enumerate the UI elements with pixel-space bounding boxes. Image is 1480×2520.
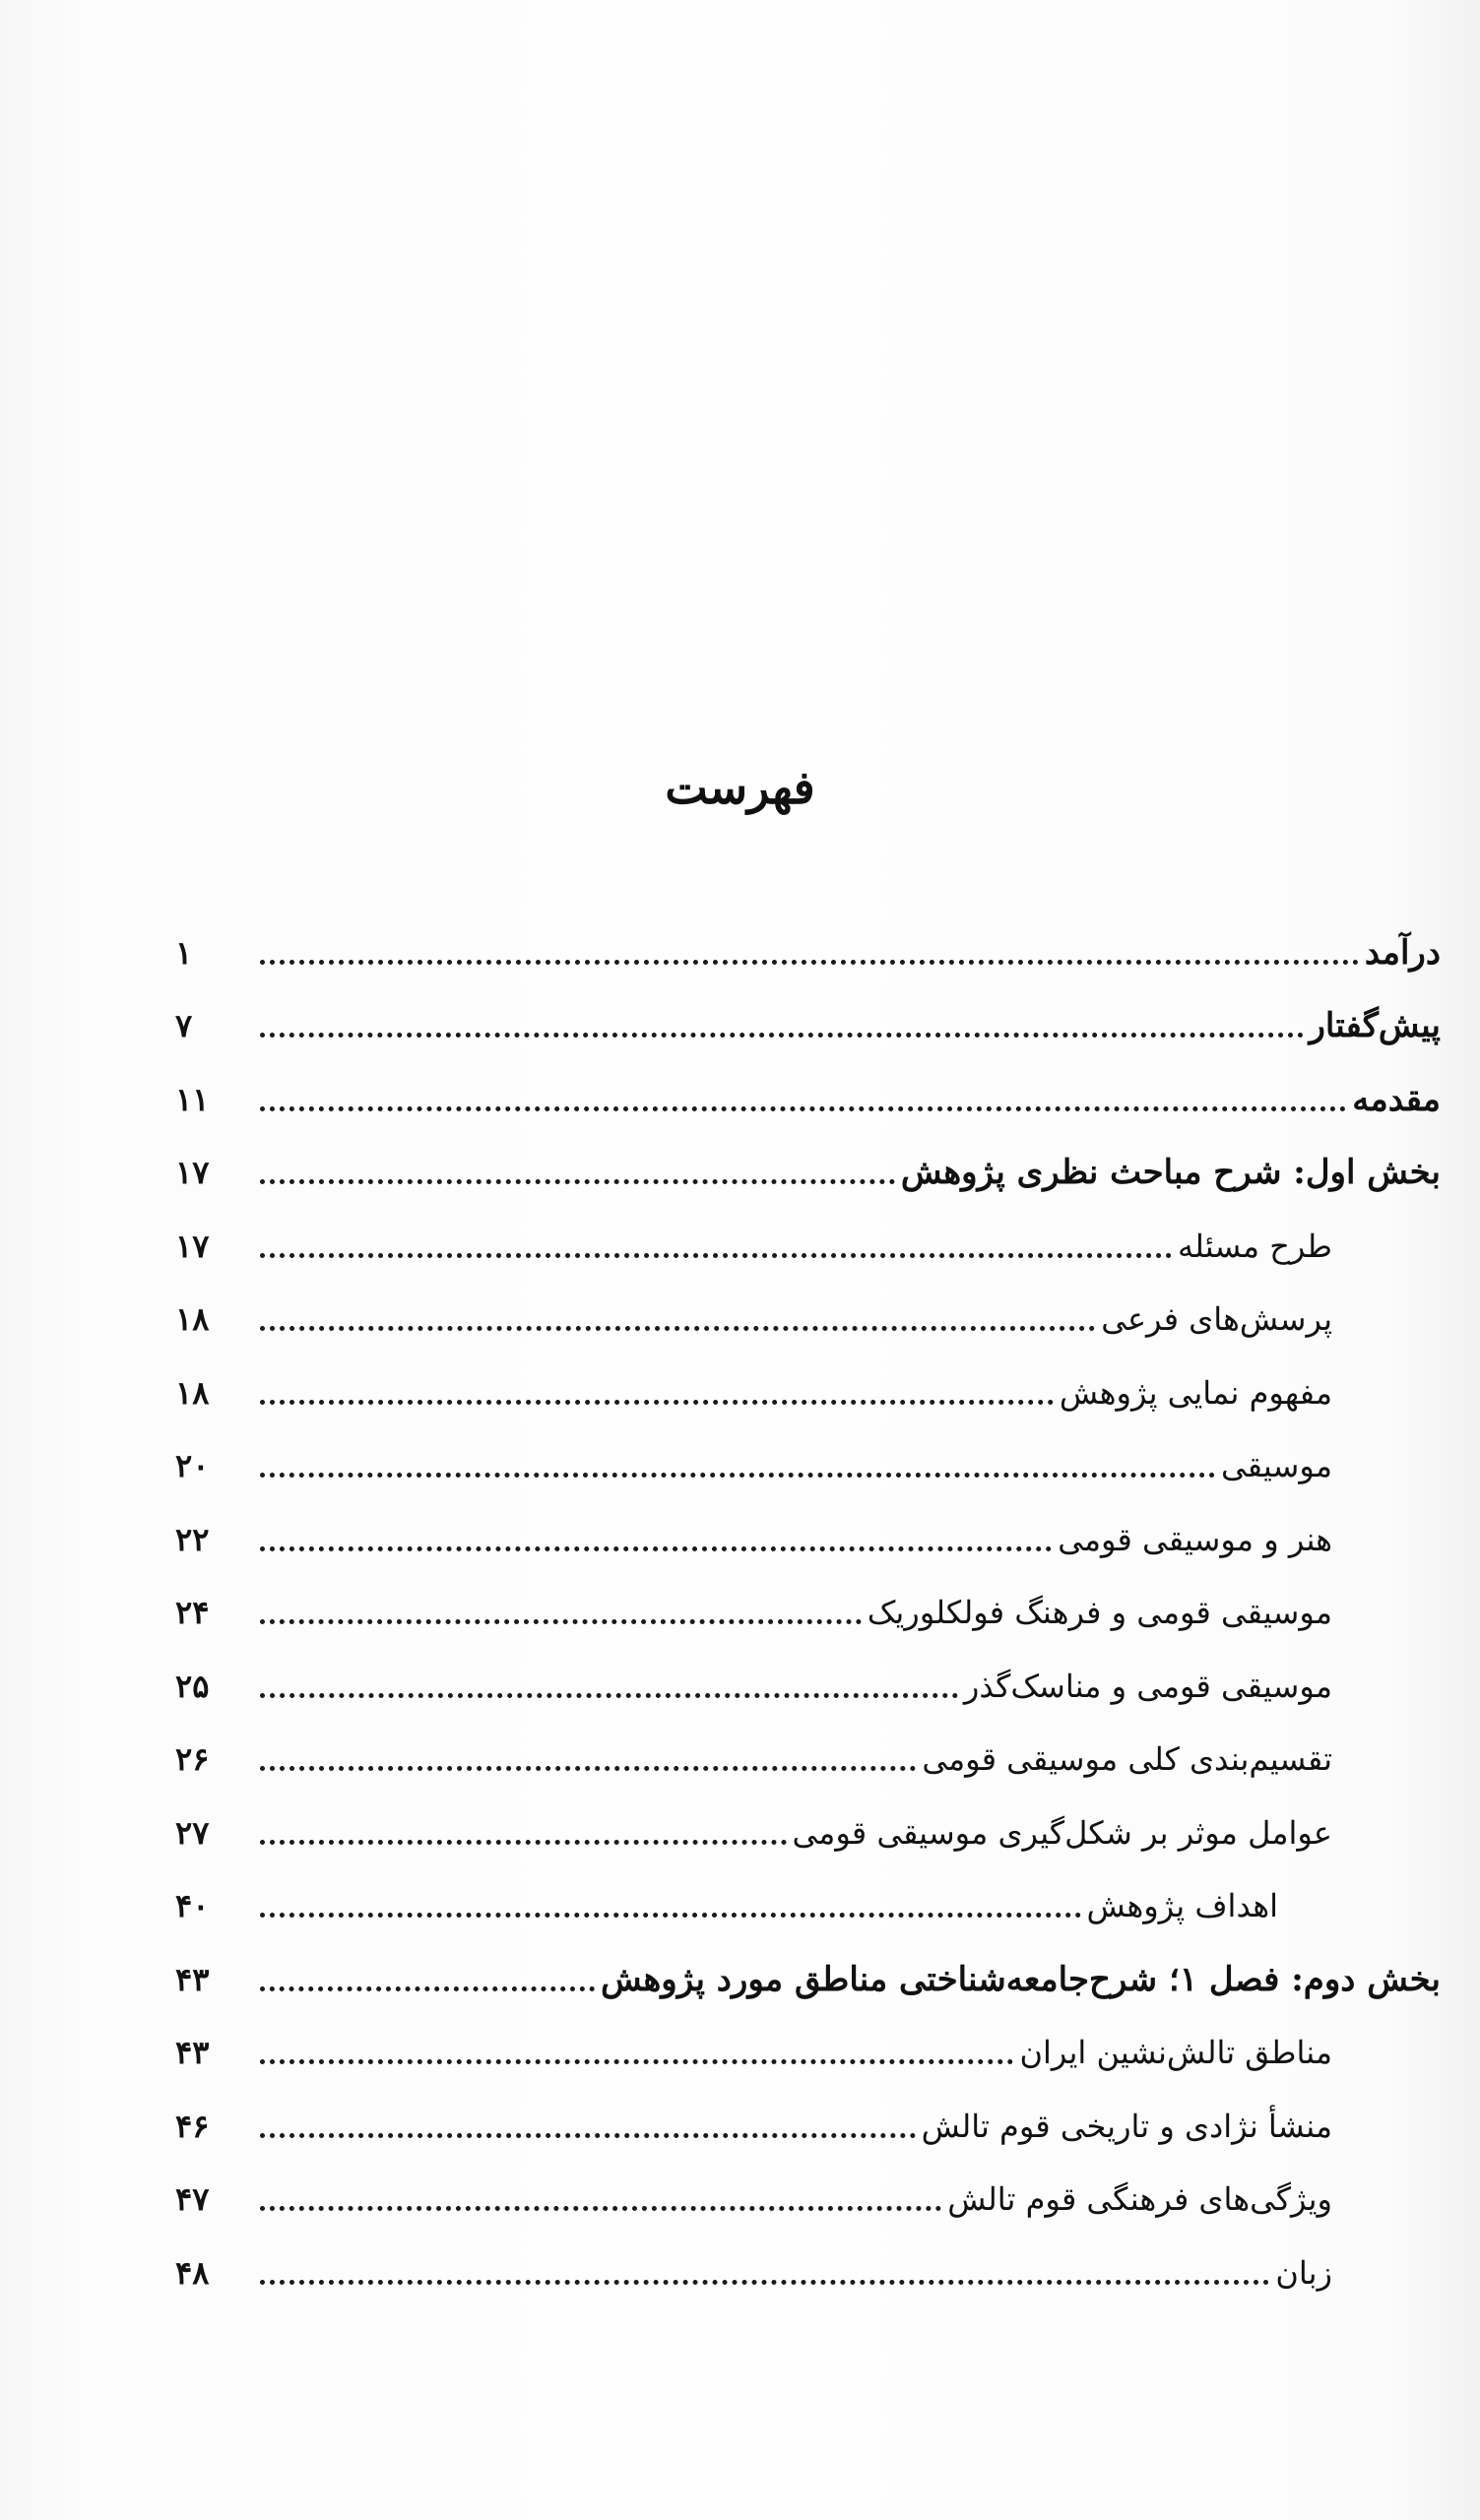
toc-entry <box>0 1424 1480 1498</box>
toc-page-number: ۲۰ <box>175 1447 210 1484</box>
toc-entry <box>0 911 1480 984</box>
toc-entry-label: بخش دوم: فصل ۱؛ شرح‌جامعه‌شناختی مناطق مورد پژوهش <box>601 1959 1441 1999</box>
toc-page-number: ۲۲ <box>175 1520 210 1558</box>
dot-leader <box>260 1179 895 1184</box>
dot-leader <box>260 1766 916 1771</box>
toc-entry-label: موسیقی قومی و مناسک‌گذر <box>963 1667 1332 1705</box>
dot-leader <box>260 2206 941 2211</box>
toc-entry <box>0 2084 1480 2158</box>
toc-page-number: ۱ <box>175 933 193 972</box>
toc-entry-label: طرح مسئله <box>1177 1227 1332 1265</box>
toc-entry <box>0 1351 1480 1424</box>
toc-entry <box>0 1131 1480 1205</box>
toc-page-number: ۲۵ <box>175 1667 210 1705</box>
toc-entry-label: موسیقی قومی و فرهنگ فولکلوریک <box>867 1594 1332 1631</box>
toc-entry <box>0 1791 1480 1864</box>
toc-entry-label: زبان <box>1275 2253 1332 2292</box>
dot-leader <box>260 1913 1081 1918</box>
dot-leader <box>260 1400 1054 1405</box>
dot-leader <box>260 2280 1269 2285</box>
toc-entry-label: اهداف پژوهش <box>1086 1887 1278 1924</box>
toc-entry <box>0 1864 1480 1938</box>
toc-entry-label: مفهوم نمایی پژوهش <box>1059 1373 1332 1412</box>
toc-entry <box>0 1204 1480 1278</box>
dot-leader <box>260 960 1359 965</box>
toc-entry <box>0 2158 1480 2232</box>
dot-leader <box>260 2133 916 2138</box>
toc-page-number: ۴۷ <box>175 2180 210 2218</box>
toc-page-number: ۴۶ <box>175 2107 210 2145</box>
table-of-contents <box>0 911 1480 2304</box>
dot-leader <box>260 1253 1172 1258</box>
toc-entry-label: پیش‌گفتار <box>1309 1006 1441 1045</box>
dot-leader <box>260 1619 862 1624</box>
toc-entry-label: هنر و موسیقی قومی <box>1058 1520 1332 1558</box>
toc-entry <box>0 1937 1480 2011</box>
dot-leader <box>260 2059 1013 2064</box>
toc-entry-label: مناطق تالش‌نشین ایران <box>1019 2034 1332 2071</box>
toc-page-number: ۲۷ <box>175 1813 210 1852</box>
toc-entry <box>0 1497 1480 1571</box>
toc-entry <box>0 1278 1480 1352</box>
toc-page-number: ۱۷ <box>175 1154 210 1191</box>
dot-leader <box>260 1473 1215 1478</box>
toc-entry-label: عوامل موثر بر شکل‌گیری موسیقی قومی <box>792 1813 1332 1852</box>
toc-entry <box>0 984 1480 1058</box>
toc-entry <box>0 1718 1480 1792</box>
toc-page-number: ۴۳ <box>175 1960 210 1998</box>
toc-entry <box>0 2231 1480 2304</box>
toc-entry-label: منشأ نژادی و تاریخی قوم تالش <box>921 2107 1332 2145</box>
toc-entry <box>0 1644 1480 1718</box>
dot-leader <box>260 1033 1304 1038</box>
dot-leader <box>260 1106 1346 1111</box>
dot-leader <box>260 1693 958 1698</box>
page-title: فهرست <box>665 761 815 814</box>
toc-entry <box>0 1057 1480 1131</box>
toc-page-number: ۷ <box>175 1007 193 1044</box>
toc-entry-label: موسیقی <box>1221 1447 1332 1484</box>
toc-page-number: ۱۸ <box>175 1300 210 1338</box>
toc-entry-label: پرسش‌های فرعی <box>1101 1300 1332 1338</box>
toc-entry-label: بخش اول: شرح مباحث نظری پژوهش <box>900 1153 1441 1192</box>
toc-page-number: ۱۸ <box>175 1373 210 1412</box>
toc-page-number: ۴۳ <box>175 2034 210 2071</box>
toc-entry-label: ویژگی‌های فرهنگی قوم تالش <box>947 2180 1332 2218</box>
toc-page-number: ۴۰ <box>175 1887 210 1924</box>
toc-entry-label: درآمد <box>1364 932 1441 973</box>
toc-page-number: ۴۸ <box>175 2253 210 2292</box>
toc-entry-label: تقسیم‌بندی کلی موسیقی قومی <box>922 1740 1332 1778</box>
toc-page-number: ۲۶ <box>175 1740 210 1778</box>
toc-page-number: ۲۴ <box>175 1594 210 1631</box>
toc-entry-label: مقدمه <box>1352 1079 1441 1119</box>
toc-page-number: ۱۷ <box>175 1227 210 1265</box>
toc-page-number: ۱۱ <box>175 1080 210 1118</box>
toc-entry <box>0 1571 1480 1645</box>
dot-leader <box>260 1546 1052 1551</box>
dot-leader <box>260 1986 595 1991</box>
dot-leader <box>260 1840 787 1845</box>
toc-entry <box>0 2011 1480 2085</box>
dot-leader <box>260 1326 1095 1331</box>
